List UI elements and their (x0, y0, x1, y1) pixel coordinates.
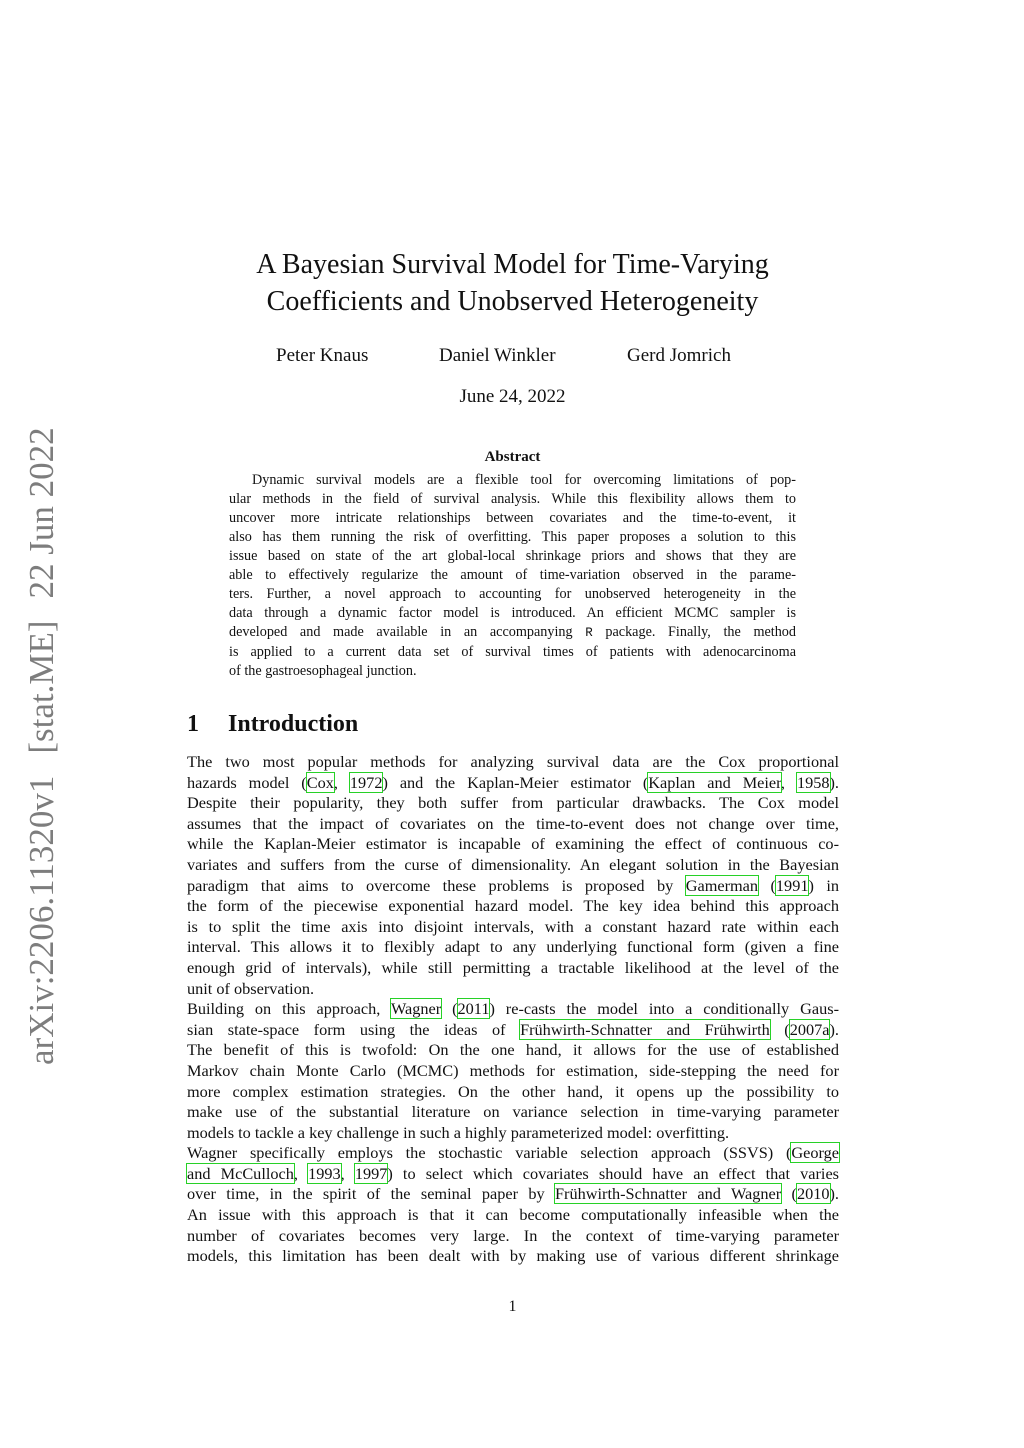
citation-link[interactable]: 2007a (789, 1019, 830, 1039)
text-line: make use of the substantial literature on variance selection in time-varying parameter (187, 1102, 839, 1122)
citation-link[interactable]: Kaplan and Meier (648, 772, 781, 792)
citation-link[interactable]: 1991 (775, 875, 809, 895)
title-line-1: A Bayesian Survival Model for Time-Varying (256, 249, 769, 280)
abstract-line: data through a dynamic factor model is introduced. An efficient MCMC sampler is (229, 605, 796, 621)
section-title: Introduction (228, 711, 359, 737)
text-line: models to tackle a key challenge in such a highly parameterized model: overfitting. (187, 1122, 730, 1142)
citation-link[interactable]: and McCulloch (187, 1163, 294, 1183)
text-line: assumes that the impact of covariates on the time-to-event does not change over time, (187, 813, 839, 833)
arxiv-date: 22 Jun 2022 (22, 427, 61, 599)
abstract-line: ular methods in the field of survival analysis. While this flexibility allows them to (229, 491, 796, 507)
citation-link[interactable]: Gamerman (685, 875, 759, 895)
r-package-name: R (585, 626, 593, 640)
text-line: and McCulloch, 1993, 1997) to select which covariates should have an effect that varies (187, 1163, 840, 1183)
text-line: interval. This allows it to flexibly adapt to any underlying functional form (given a fine (187, 937, 839, 957)
text-line: enough grid of intervals), while still permitting a tractable likelihood at the level of the (187, 957, 839, 977)
citation-link[interactable]: George (791, 1143, 839, 1163)
abstract-line: developed and made available in an accompanying R package. Finally, the method (229, 624, 796, 640)
citation-link[interactable]: 1958 (796, 772, 830, 792)
abstract-body (229, 471, 796, 681)
text-line: while the Kaplan-Meier estimator is incapable of examining the effect of continuous co- (187, 834, 839, 854)
citation-link[interactable]: 2010 (796, 1184, 830, 1204)
text-line: Markov chain Monte Carlo (MCMC) methods for estimation, side-stepping the need for (187, 1060, 839, 1080)
abstract-line: is applied to a current data set of survival times of patients with adenocarcinoma (229, 644, 796, 660)
abstract-line: Dynamic survival models are a flexible tool for overcoming limitations of pop- (252, 472, 796, 488)
arxiv-stamp (22, 427, 62, 1065)
abstract-line: of the gastroesophageal junction. (229, 663, 417, 679)
author-3: Gerd Jomrich (627, 345, 731, 366)
section-heading (187, 709, 358, 739)
text-line: is to split the time axis into disjoint intervals, with a constant hazard rate within each (187, 916, 839, 936)
text-line: number of covariates becomes very large. In the context of time-varying parameter (187, 1225, 839, 1245)
citation-link[interactable]: Cox (306, 772, 334, 792)
abstract-line: also has them running the risk of overfitting. This paper proposes a solution to this (229, 529, 796, 545)
text-line: over time, in the spirit of the seminal paper by Frühwirth-Schnatter and Wagner (2010). (187, 1184, 840, 1204)
section-number: 1 (187, 711, 199, 737)
text-line: hazards model (Cox, 1972) and the Kaplan-Meier estimator (Kaplan and Meier, 1958). (187, 772, 839, 792)
text-line: variates and suffers from the curse of dimensionality. An elegant solution in the Bayesian (187, 854, 839, 874)
text-line: Building on this approach, Wagner (2011) re-casts the model into a conditionally Gaus- (187, 999, 839, 1019)
text-line: Wagner specifically employs the stochastic variable selection approach (SSVS) (George (187, 1143, 839, 1163)
text-line: Despite their popularity, they both suffer from particular drawbacks. The Cox model (187, 793, 839, 813)
text-line: An issue with this approach is that it can become computationally infeasible when the (187, 1205, 839, 1225)
abstract-line: issue based on state of the art global-local shrinkage priors and shows that they are (229, 548, 796, 564)
abstract-heading: Abstract (484, 449, 541, 465)
abstract-line: able to effectively regularize the amount of time-variation observed in the parame- (229, 567, 796, 583)
citation-link[interactable]: 1972 (349, 772, 383, 792)
text-line: more complex estimation strategies. On the other hand, it opens up the possibility to (187, 1081, 839, 1101)
author-2: Daniel Winkler (439, 345, 556, 366)
citation-link[interactable]: 2011 (457, 999, 490, 1019)
citation-link[interactable]: Frühwirth-Schnatter and Wagner (555, 1184, 782, 1204)
paper-title (187, 246, 838, 320)
abstract-line: uncover more intricate relationships between covariates and the time-to-event, it (229, 510, 796, 526)
abstract-line: ters. Further, a novel approach to accounting for unobserved heterogeneity in the (229, 586, 796, 602)
citation-link[interactable]: Wagner (390, 999, 442, 1019)
page-number: 1 (508, 1298, 517, 1315)
text-line: paradigm that aims to overcome these problems is proposed by Gamerman (1991) in (187, 875, 839, 895)
text-line: The benefit of this is twofold: On the one hand, it allows for the use of established (187, 1040, 839, 1060)
citation-link[interactable]: 1993 (308, 1163, 341, 1183)
arxiv-id[interactable]: arXiv:2206.11320v1 (22, 775, 61, 1065)
text-line: the form of the piecewise exponential hazard model. The key idea behind this approach (187, 896, 839, 916)
paper-date: June 24, 2022 (459, 386, 566, 407)
text-line: models, this limitation has been dealt with by making use of various different shrinkage (187, 1246, 839, 1266)
author-1: Peter Knaus (276, 345, 369, 366)
text-line: The two most popular methods for analyzing survival data are the Cox proportional (187, 752, 839, 771)
text-line: unit of observation. (187, 978, 315, 998)
citation-link[interactable]: Frühwirth-Schnatter and Frühwirth (520, 1019, 770, 1039)
arxiv-category: [stat.ME] (22, 620, 61, 754)
introduction-text (187, 752, 839, 1267)
text-line: sian state-space form using the ideas of Frühwirth-Schnatter and Frühwirth (2007a). (187, 1019, 839, 1039)
title-line-2: Coefficients and Unobserved Heterogeneity (266, 286, 759, 317)
citation-link[interactable]: 1997 (354, 1163, 388, 1183)
